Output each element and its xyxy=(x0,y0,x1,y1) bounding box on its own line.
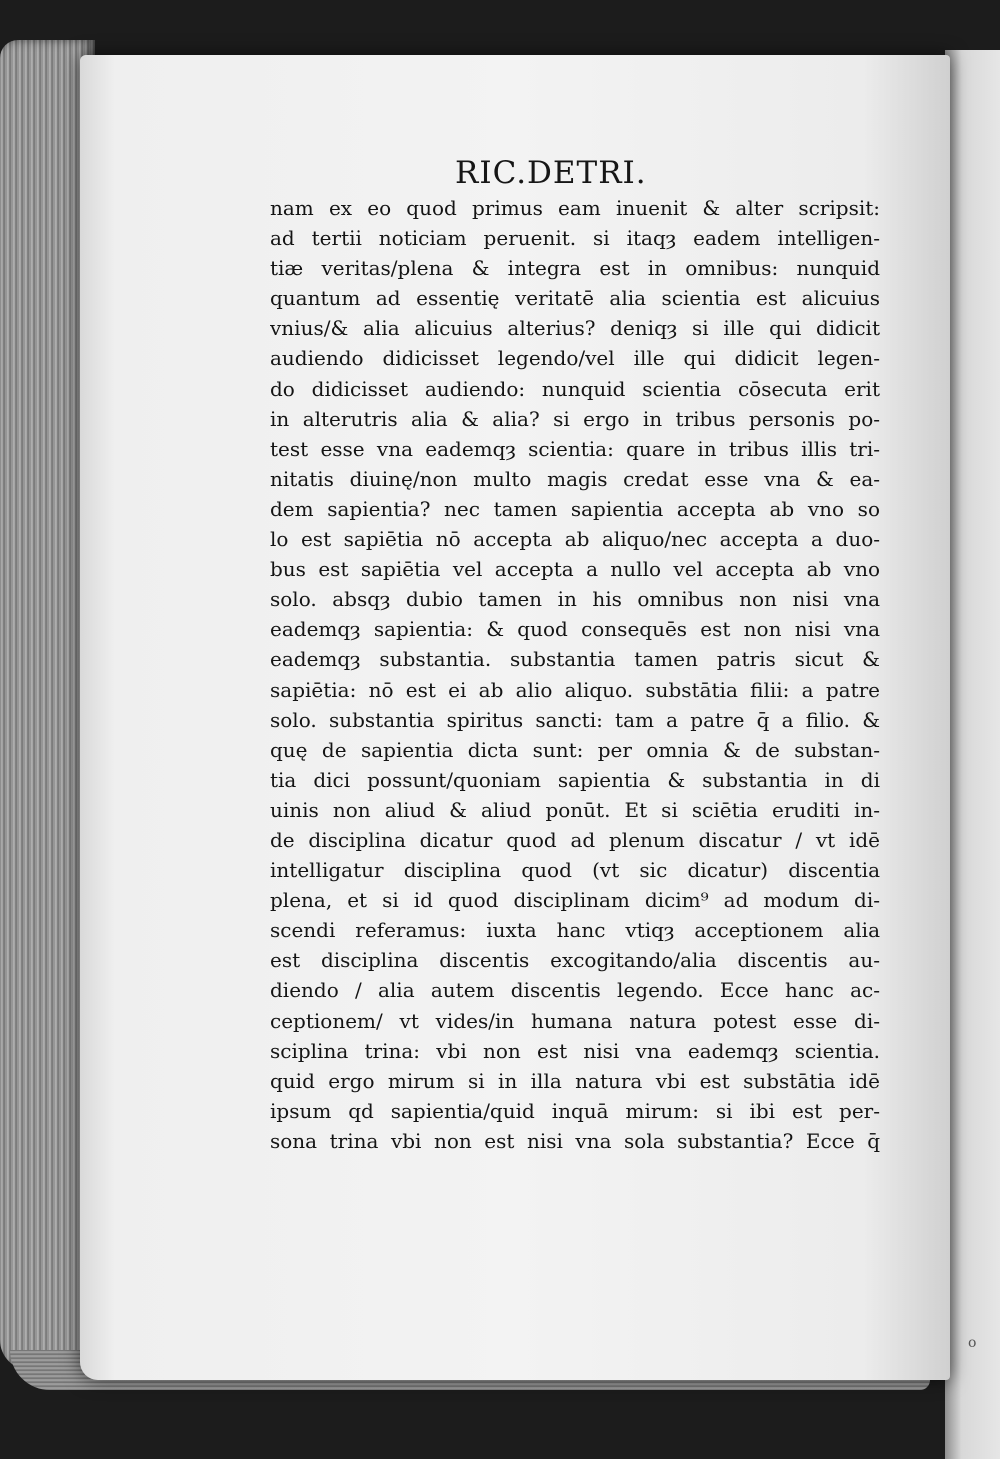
text-line: audiendo didicisset legendo/vel ille qui didicit legen- xyxy=(270,346,880,371)
text-line: dem sapientia? nec tamen sapientia accepta ab vno so xyxy=(270,496,880,521)
facing-page-mark: o xyxy=(968,1335,977,1351)
text-line: intelligatur disciplina quod (vt sic dicatur) discentia xyxy=(270,858,880,883)
text-line: ceptionem/ vt vides/in humana natura potest esse di- xyxy=(270,1008,880,1033)
text-line: bus est sapiētia vel accepta a nullo vel accepta ab vno xyxy=(270,557,880,582)
text-line: sona trina vbi non est nisi vna sola substantia? Ecce q̄ xyxy=(270,1128,880,1153)
text-line: plena, et si id quod disciplinam dicim⁹ ad modum di- xyxy=(270,888,880,913)
text-line: sapiētia: nō est ei ab alio aliquo. substātia filii: a patre xyxy=(270,677,880,702)
text-line: quantum ad essentię veritatē alia scientia est alicuius xyxy=(270,286,880,311)
text-line: eademqȝ substantia. substantia tamen patris sicut & xyxy=(270,647,880,672)
text-line: test esse vna eademqȝ scientia: quare in tribus illis tri- xyxy=(270,436,880,461)
text-line: eademqȝ sapientia: & quod consequēs est non nisi vna xyxy=(270,617,880,642)
text-line: in alterutris alia & alia? si ergo in tribus personis po- xyxy=(270,406,880,431)
text-line: est disciplina discentis excogitando/alia discentis au- xyxy=(270,948,880,973)
text-line: ad tertii noticiam peruenit. si itaqȝ eadem intelligen- xyxy=(270,226,880,251)
text-line: uinis non aliud & aliud ponūt. Et si sciētia eruditi in- xyxy=(270,797,880,822)
text-line: tia dici possunt/quoniam sapientia & substantia in di xyxy=(270,767,880,792)
running-head: RIC.DETRI. xyxy=(455,155,647,191)
text-line: solo. substantia spiritus sancti: tam a patre q̄ a filio. & xyxy=(270,707,880,732)
text-line: ipsum qd sapientia/quid inquā mirum: si ibi est per- xyxy=(270,1098,880,1123)
text-line: nitatis diuinę/non multo magis credat esse vna & ea- xyxy=(270,466,880,491)
text-line: diendo / alia autem discentis legendo. Ecce hanc ac- xyxy=(270,978,880,1003)
text-line: tiæ veritas/plena & integra est in omnibus: nunquid xyxy=(270,256,880,281)
text-line: quid ergo mirum si in illa natura vbi est substātia idē xyxy=(270,1068,880,1093)
text-line: solo. absqȝ dubio tamen in his omnibus non nisi vna xyxy=(270,587,880,612)
text-line: nam ex eo quod primus eam inuenit & alter scripsit: xyxy=(270,196,880,220)
text-line: do didicisset audiendo: nunquid scientia cōsecuta erit xyxy=(270,376,880,401)
text-line: quę de sapientia dicta sunt: per omnia & de substan- xyxy=(270,737,880,762)
text-line: scendi referamus: iuxta hanc vtiqȝ acceptionem alia xyxy=(270,918,880,943)
text-line: lo est sapiētia nō accepta ab aliquo/nec accepta a duo- xyxy=(270,527,880,552)
text-line: sciplina trina: vbi non est nisi vna eademqȝ scientia. xyxy=(270,1038,880,1063)
text-block xyxy=(270,193,880,1156)
text-line: de disciplina dicatur quod ad plenum discatur / vt idē xyxy=(270,827,880,852)
text-line: vnius/& alia alicuius alterius? deniqȝ si ille qui didicit xyxy=(270,316,880,341)
facing-page xyxy=(945,50,1000,1459)
